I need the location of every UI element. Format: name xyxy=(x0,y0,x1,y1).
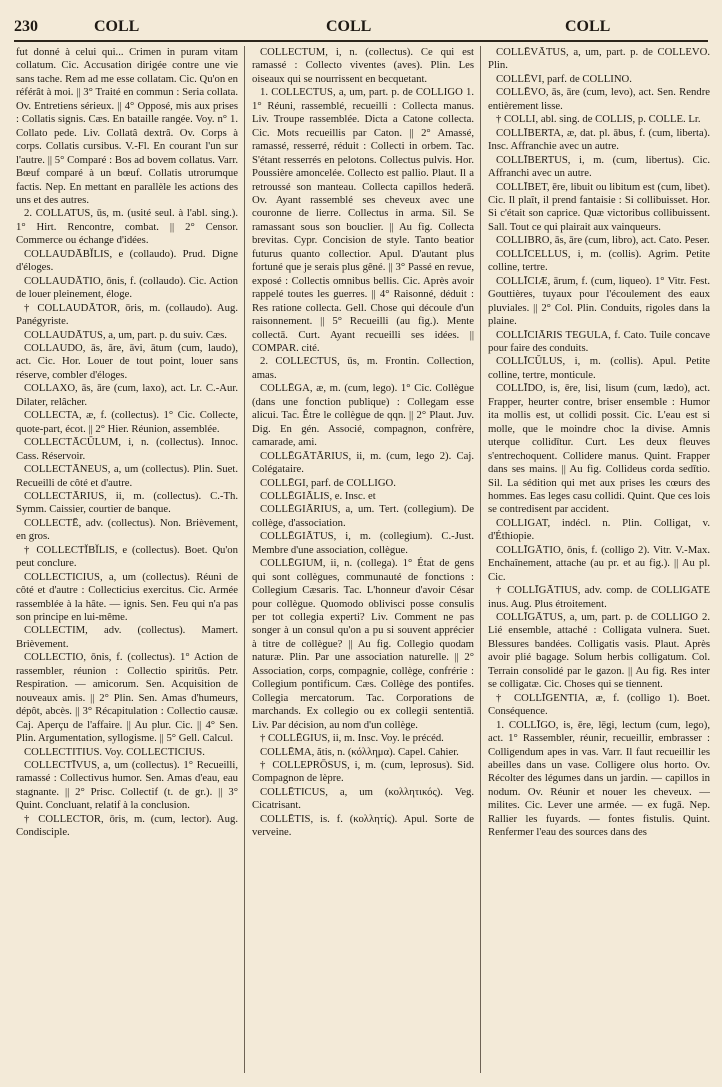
dictionary-entry: COLLĪDO, is, ēre, lisi, lisum (cum, lædo), act. Frapper, heurter contre, briser ensemble : Humor ita mollis est, ut collidi possit. Cic. L'eau est si molle, que le moindre choc la divise. Amnis uterque collidītur. Curt. Les deux fleuves s'entrechoquent. Collidere manus. Quint. Frapper dans ses mains. || Au fig. Collideus corda sedītio. Sil. La sédition qui met aux prises les cœurs des hommes. Eas leges casu collidi. Quint. Que ces lois se contredisent par accident. xyxy=(488,382,710,516)
dictionary-entry: † COLLI, abl. sing. de COLLIS, p. COLLE. Lr. xyxy=(496,113,701,126)
dictionary-entry: COLLECTĀRIUS, ii, m. (collectus). C.-Th. Symm. Caissier, courtier de banque. xyxy=(16,489,238,516)
header-rule xyxy=(14,40,708,42)
dictionary-entry: † COLLAUDĀTOR, ōris, m. (collaudo). Aug. Panégyriste. xyxy=(16,301,238,328)
dictionary-entry: COLLĪGĀTUS, a, um, part. p. de COLLIGO 2. Lié ensemble, attaché : Colligata vulnera. Suet. Blessures bandées. Colligatis vasis. Plaut. Après avoir plié bagage. Solum herbis colligatum. Col. Terrain consolidé par le gazon. || Au fig. Res inter se colligatæ. Cic. Choses qui se tiennent. xyxy=(488,611,710,691)
dictionary-entry: COLLIGAT, indécl. n. Plin. Colligat, v. d'Éthiopie. xyxy=(488,516,710,543)
dictionary-entry: COLLĒGIĀLIS, e. Insc. et xyxy=(260,489,376,502)
dictionary-entry: COLLECTICIUS, a, um (collectus). Réuni de côté et d'autre : Collecticius exercitus. Cic. Armée rassemblée à la hâte. — ignis. Sen. Feu qui n'a pas son principe en lui-même. xyxy=(16,570,238,624)
dictionary-entry: COLLĒVĀTUS, a, um, part. p. de COLLEVO. Plin. xyxy=(488,46,710,72)
dictionary-entry: COLLĒTICUS, a, um (κολλητικός). Veg. Cicatrisant. xyxy=(252,785,474,812)
dictionary-entry: fut donné à celui qui... Crimen in puram vitam collatum. Cic. Accusation dirigée contre une vie sans tache. Rem ad me esse collatam. Cic. Qu'on en référât à moi. || 3° Traité en commun : Seria collata. Ov. Entretiens sérieux. || 4° Opposé, mis aux prises : Collatis signis. Cæs. En bataille rangée. Voy. n° 1. Collato pede. Liv. Collatâ dextrâ. Ov. Corps à corps. Collatis cursibus. V.-Fl. En courant l'un sur l'autre. || 5° Comparé : Bos ad bovem collatus. Varr. Bœuf comparé à un bœuf. Collatis utrorumque factis. Nep. En mettant en parallèle les actions des uns et des autres. xyxy=(16,46,238,206)
dictionary-entry: COLLĪBERTA, æ, dat. pl. ābus, f. (cum, liberta). Insc. Affranchie avec un autre. xyxy=(488,126,710,153)
column-divider xyxy=(480,46,481,1073)
dictionary-entry: 2. COLLECTUS, ūs, m. Frontin. Collection, amas. xyxy=(252,355,474,381)
column-divider xyxy=(244,46,245,1073)
dictionary-entry: 1. COLLECTUS, a, um, part. p. de COLLIGO 1. 1° Réuni, rassemblé, recueilli : Collecta manus. Liv. Troupe rassemblée. Dicta a Catone collecta. Cic. Mots recueillis par Caton. || 2° Amassé, ramassé, resserré, réduit : Collecti in orbem. Tac. S'étant resserrés en pelotons. Collectus pulvis. Hor. Poussière amoncelée. Collecto est pallio. Plaut. Il a retroussé son manteau. Collecta capillos hederā. Ov. Ayant rassemblé ses cheveux avec une couronne de lierre. Collectus in arma. Sil. Se ramassant sous son bouclier. || Au fig. Collecta brevitas. Cypr. Concision de style. Tanto beatior futurus quanto collectior. Apul. D'autant plus fortuné que je serais plus gêné. || 3° Passé en revue, exposé : Collectis omnibus bellis. Cic. Après avoir rappelé toutes les guerres. || 4° Raisonné, déduit : Res ratione collecta. Gell. Chose qui découle d'un raisonnement. || 5° Recueilli (au fig.). Mente collectā. Curt. Ayant recueilli ses idées. || COMPAR. cité. xyxy=(252,86,474,354)
dictionary-entry: 2. COLLATUS, ūs, m. (usité seul. à l'abl. sing.). 1° Hirt. Rencontre, combat. || 2° Censor. Commerce ou échange d'idées. xyxy=(16,207,238,247)
dictionary-entry: COLLĒMA, ătis, n. (κόλλημα). Capel. Cahier. xyxy=(260,745,459,758)
dictionary-entry: COLLĪBERTUS, i, m. (cum, libertus). Cic. Affranchi avec un autre. xyxy=(488,153,710,180)
dictionary-entry: COLLECTIM, adv. (collectus). Mamert. Brièvement. xyxy=(16,624,238,650)
dictionary-entry: COLLAUDĀTUS, a, um, part. p. du suiv. Cæs. xyxy=(24,328,227,341)
dictionary-entry: COLLĪCIĀRIS TEGULA, f. Cato. Tuile concave pour faire des conduits. xyxy=(488,328,710,354)
dictionary-entry: COLLECTUM, i, n. (collectus). Ce qui est ramassé : Collecto viventes (aves). Plin. Les oiseaux qui se nourrissent en becquetant. xyxy=(252,46,474,85)
dictionary-entry: COLLAUDO, ās, āre, āvi, ātum (cum, laudo), act. Cic. Hor. Louer de tout point, louer sans réserve, combler d'éloges. xyxy=(16,341,238,381)
dictionary-entry: 1. COLLĪGO, is, ēre, lēgi, lectum (cum, lego), act. 1° Rassembler, réunir, recueillir, embrasser : Colligendum apes in vas. Varr. Il faut recueillir les abeilles dans un vase. Colligere olus horto. Ov. Récolter des légumes dans un jardin. — capillos in nodum. Ov. Réunir et nouer les cheveux. — milites. Cic. Lever une armée. — ex fugā. Nep. Rallier les fuyards. — fontes fistulis. Quint. Renfermer l'eau des sources dans des xyxy=(488,718,710,839)
dictionary-entry: COLLECTĀCŬLUM, i, n. (collectus). Innoc. Cass. Réservoir. xyxy=(16,436,238,462)
dictionary-entry: COLLĪCIÆ, ārum, f. (cum, liqueo). 1° Vitr. Fest. Gouttières, tuyaux pour l'écoulement des eaux pluviales. || 2° Col. Plin. Conduits, rigoles dans la plaine. xyxy=(488,274,710,328)
dictionary-entry: COLLĪCŬLUS, i, m. (collis). Apul. Petite colline, tertre, monticule. xyxy=(488,355,710,381)
dictionary-entry: COLLĒTIS, is. f. (κολλητίς). Apul. Sorte de verveine. xyxy=(252,812,474,839)
dictionary-entry: COLLAUDĀBĬLIS, e (collaudo). Prud. Digne d'éloges. xyxy=(16,247,238,274)
dictionary-entry: COLLĪGĀTIO, ōnis, f. (colligo 2). Vitr. V.-Max. Enchaînement, attache (au pr. et au fig.). || Au pl. Cic. xyxy=(488,543,710,583)
dictionary-entry: COLLĒGIĀRIUS, a, um. Tert. (collegium). De collège, d'association. xyxy=(252,503,474,529)
dictionary-entry: COLLIBRO, ās, āre (cum, libro), act. Cato. Peser. xyxy=(496,234,710,247)
dictionary-entry: † COLLECTOR, ōris, m. (cum, lector). Aug. Condisciple. xyxy=(16,812,238,839)
dictionary-entry: COLLĒGIĀTUS, i, m. (collegium). C.-Just. Membre d'une association, collègue. xyxy=(252,530,474,556)
dictionary-entry: COLLAXO, ās, āre (cum, laxo), act. Lr. C.-Aur. Dilater, relâcher. xyxy=(16,382,238,408)
dictionary-entry: COLLĪCELLUS, i, m. (collis). Agrim. Petite colline, tertre. xyxy=(488,247,710,274)
dictionary-entry: COLLĒGI, parf. de COLLIGO. xyxy=(260,476,396,489)
dictionary-entry: COLLĒVO, ās, āre (cum, levo), act. Sen. Rendre entièrement lisse. xyxy=(488,86,710,112)
dictionary-entry: † COLLĒGIUS, ii, m. Insc. Voy. le précéd. xyxy=(260,732,444,745)
dictionary-entry: COLLECTA, æ, f. (collectus). 1° Cic. Collecte, quote-part, écot. || 2° Hier. Réunion, assemblée. xyxy=(16,409,238,435)
page-header xyxy=(14,18,708,38)
dictionary-entry: † COLLĪGĀTIUS, adv. comp. de COLLIGATE inus. Aug. Plus étroitement. xyxy=(488,584,710,610)
dictionary-entry: COLLECTITIUS. Voy. COLLECTICIUS. xyxy=(24,745,205,758)
dictionary-entry: † COLLEPRŌSUS, i, m. (cum, leprosus). Sid. Compagnon de lèpre. xyxy=(252,759,474,785)
column-middle xyxy=(252,46,474,1073)
dictionary-entry: COLLĒVI, parf. de COLLINO. xyxy=(496,72,632,85)
running-head-left: COLL xyxy=(94,18,140,35)
dictionary-entry: COLLĒGĀTĀRIUS, ii, m. (cum, lego 2). Caj. Colégataire. xyxy=(252,449,474,476)
running-head-right: COLL xyxy=(565,18,611,35)
page-number: 230 xyxy=(14,18,38,35)
running-head-center: COLL xyxy=(326,18,372,35)
column-right xyxy=(488,46,710,1073)
column-left xyxy=(16,46,238,1073)
dictionary-entry: COLLAUDĀTIO, ōnis, f. (collaudo). Cic. Action de louer pleinement, éloge. xyxy=(16,274,238,301)
dictionary-entry: COLLECTIO, ōnis, f. (collectus). 1° Action de rassembler, réunion : Collectio spiritūs. Petr. Respiration. — amicorum. Sen. Acquisition de nouveaux amis. || 2° Plin. Sen. Amas d'humeurs, dépôt, abcès. || 3° Récapitulation : Collectio causæ. Caj. Aperçu de l'affaire. || Au plur. Cic. || 4° Sen. Plin. Argumentation, syllogisme. || 5° Gell. Calcul. xyxy=(16,651,238,745)
dictionary-entry: COLLECTĪVUS, a, um (collectus). 1° Recueilli, ramassé : Collectivus humor. Sen. Amas d'eau, eau stagnante. || 2° Prisc. Collectif (t. de gr.). || 3° Quint. Concluant, relatif à la conclusion. xyxy=(16,759,238,812)
dictionary-entry: COLLĒGIUM, ii, n. (collega). 1° État de gens qui sont collègues, communauté de fonctions : Collegium Cæsaris. Tac. L'honneur d'avoir César pour collègue. Quomodo oblivisci posse consulis per tot collegia experti? Liv. Comment ne pas songer à un consul qu'on a pu si souvent apprécier à titre de collègue? || Au fig. Collegio quodam naturæ. Plin. Par une association naturelle. || 2° Association, corps, compagnie, collège, confrérie : Collegium pontificum. Cæs. Collège des pontifes. Collegia mercatorum. Tac. Corporations de marchands. Ex collegio ou ex collegii sententiā. Liv. Par décision, au nom d'un collège. xyxy=(252,557,474,731)
dictionary-entry: COLLECTĒ, adv. (collectus). Non. Brièvement, en gros. xyxy=(16,516,238,543)
dictionary-entry: † COLLĪGENTIA, æ, f. (colligo 1). Boet. Conséquence. xyxy=(488,691,710,718)
dictionary-entry: COLLECTĀNEUS, a, um (collectus). Plin. Suet. Recueilli de côté et d'autre. xyxy=(16,463,238,489)
dictionary-entry: COLLĪBET, ēre, libuit ou libitum est (cum, libet). Cic. Il plaît, il prend fantaisie : Si collibuisset. Hor. Si c'était son caprice. Quæ victoribus collibuissent. Sall. Tout ce qui plairait aux vainqueurs. xyxy=(488,180,710,233)
dictionary-entry: † COLLECTĬBĬLIS, e (collectus). Boet. Qu'on peut conclure. xyxy=(16,543,238,570)
dictionary-entry: COLLĒGA, æ, m. (cum, lego). 1° Cic. Collègue (dans une fonction publique) : Collegam esse alicui. Tac. Être le collègue de qqn. || 2° Plaut. Juv. Dig. En gén. Associé, compagnon, confrère, camarade, ami. xyxy=(252,382,474,449)
